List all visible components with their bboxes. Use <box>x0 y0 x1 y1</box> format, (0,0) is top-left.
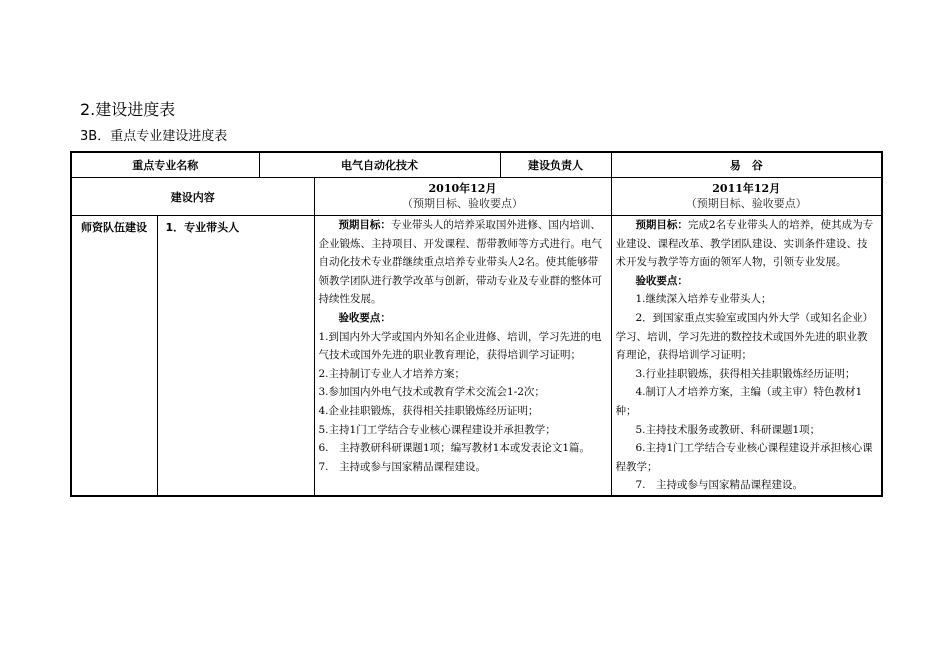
check-2010-item: 7. 主持或参与国家精品课程建设。 <box>318 460 487 473</box>
check-2011-item: 2．到国家重点实验室或国内外大学（或知名企业）学习、培训，学习先进的数控技术或国外先进的职业教育理论，获得培训学习证明； <box>615 311 874 362</box>
major-name-value: 电气自动化技术 <box>259 152 500 178</box>
check-2010-item: 3.参加国内外电气技术或教育学术交流会1-2次； <box>318 386 545 399</box>
period-2010-note: （预期目标、验收要点） <box>402 197 523 210</box>
plan-2010-cell <box>314 216 611 496</box>
check-2010-item: 6. 主持教研科研课题1项；编写教材1本或发表论文1篇。 <box>318 442 591 455</box>
goal-2010-label: 预期目标： <box>338 219 391 231</box>
plan-2011-cell <box>611 216 882 496</box>
leader-label: 建设负责人 <box>500 152 611 178</box>
item-cell: 1．专业带头人 <box>157 216 314 496</box>
period-row <box>71 178 882 216</box>
check-2010-item: 4.企业挂职锻炼，获得相关挂职锻炼经历证明； <box>318 404 539 417</box>
section-heading: 2.建设进度表 <box>80 100 176 119</box>
check-2011-item: 6.主持1门工学结合专业核心课程建设并承担核心课程教学； <box>615 442 873 473</box>
content-label: 建设内容 <box>71 178 314 216</box>
check-2011-item: 5.主持技术服务或教研、科研课题1项； <box>635 423 821 436</box>
leader-value: 易 谷 <box>611 152 882 178</box>
check-2011-item: 7. 主持或参与国家精品课程建设。 <box>635 479 803 492</box>
goal-2010 <box>319 216 606 309</box>
period-2011-year: 2011年12月 <box>712 182 781 195</box>
header-row <box>71 152 882 178</box>
check-2011-label: 验收要点： <box>635 274 688 287</box>
check-2010-item: 2.主持制订专业人才培养方案； <box>318 367 466 380</box>
goal-2011-label: 预期目标： <box>635 219 688 231</box>
check-2011-item: 4.制订人才培养方案，主编（或主审）特色教材1种； <box>615 386 863 417</box>
table-title: 3B．重点专业建设进度表 <box>80 129 228 144</box>
check-2011-item: 3.行业挂职锻炼，获得相关挂职锻炼经历证明； <box>635 367 856 380</box>
content-row <box>71 216 882 496</box>
progress-table <box>70 151 883 497</box>
category-cell: 师资队伍建设 <box>71 216 157 496</box>
period-2010-year: 2010年12月 <box>428 182 497 195</box>
check-2011-item: 1.继续深入培养专业带头人； <box>635 293 772 306</box>
period-2010 <box>314 178 611 216</box>
major-name-label: 重点专业名称 <box>71 152 259 178</box>
goal-2011-text: 完成2名专业带头人的培养，使其成为专业建设、课程改革、教学团队建设、实训条件建设、技术开发与教学等方面的领军人物，引领专业发展。 <box>615 219 874 269</box>
check-2010-item: 5.主持1门工学结合专业核心课程建设并承担教学； <box>318 423 556 436</box>
period-2011-note: （预期目标、验收要点） <box>685 197 807 210</box>
goal-2011 <box>616 216 877 272</box>
check-2010-label: 验收要点： <box>338 311 391 324</box>
period-2011 <box>611 178 882 216</box>
goal-2010-text: 专业带头人的培养采取国外进修、国内培训、企业锻炼、主持项目、开发课程、帮带教师等方式进行。电气自动化技术专业群继续重点培养专业带头人2名。使其能够带领教学团队进行教学改革与创新，带动专业及专业群的整体可持续性发展。 <box>318 219 602 306</box>
check-2010-item: 1.到国内外大学或国内外知名企业进修、培训，学习先进的电气技术或国外先进的职业教育理论，获得培训学习证明； <box>318 330 602 362</box>
